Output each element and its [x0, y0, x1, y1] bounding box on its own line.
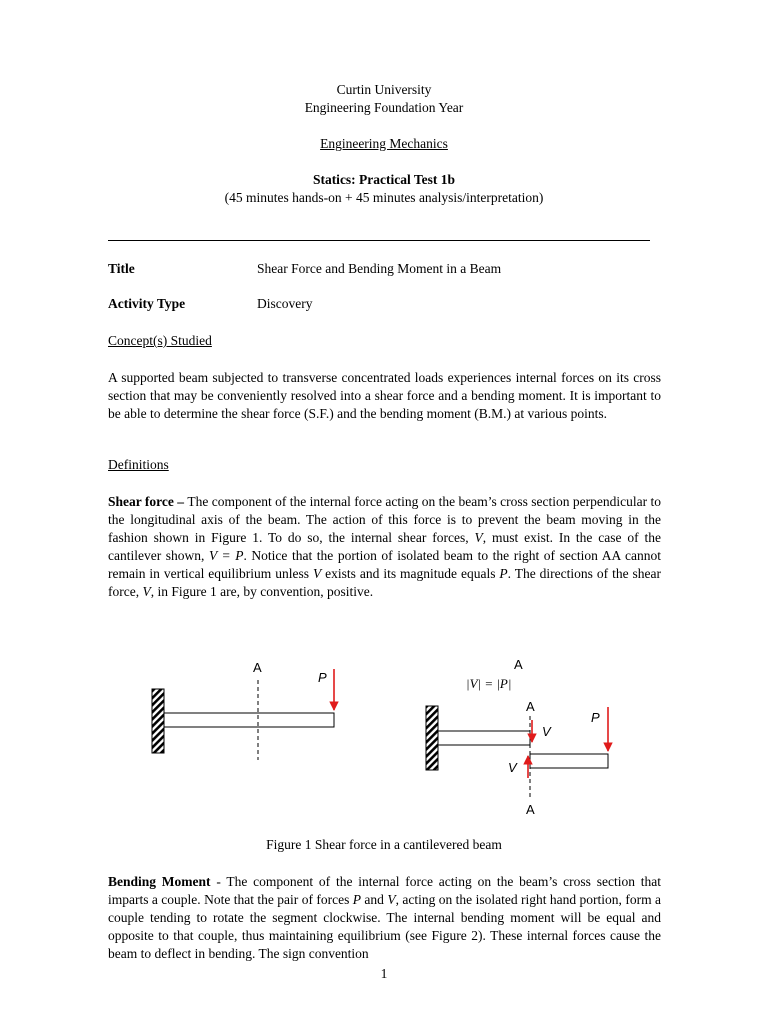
shear-force-paragraph [108, 493, 661, 601]
bending-p: P [352, 892, 361, 907]
bending-text-1: - The component of the internal force acting on the beam’s cross section that imparts a couple. Note that the pair of forces [108, 874, 661, 907]
title-label: Title [108, 261, 135, 276]
shear-text-1: The component of the internal force acting on the beam’s cross section perpendicular to the longitudinal axis of the beam. The action of this force is to prevent the beam moving in the fashion shown in Figure 1. To do so, the internal shear forces, [108, 494, 662, 545]
concepts-heading: Concept(s) Studied [108, 333, 212, 348]
shear-text-5: . The directions of the shear force, [108, 566, 661, 599]
left-load-label-p: P [318, 670, 327, 685]
right-bottom-label-a: A [526, 802, 535, 817]
page-number: 1 [380, 966, 388, 981]
bending-v: V [387, 892, 396, 907]
shear-label-v-bottom: V [508, 760, 517, 775]
shear-dash: – [173, 494, 188, 509]
right-wall-support [426, 706, 438, 770]
subject: Engineering Mechanics [320, 136, 448, 151]
header-divider [108, 240, 650, 241]
right-load-label-p: P [591, 710, 600, 725]
concepts-paragraph: A supported beam subjected to transverse concentrated loads experiences internal forces on its cross section that may be conveniently resolved into a shear force and a bending moment. It is important to be able to determine the shear force (S.F.) and the bending moment (B.M.) at various points. [108, 370, 661, 421]
shear-text-6: , in Figure 1 are, by convention, positive. [150, 584, 374, 599]
program: Engineering Foundation Year [304, 100, 464, 115]
right-mid-label-a: A [526, 699, 535, 714]
right-isolated-segment [530, 754, 608, 768]
shear-p: P [499, 566, 508, 581]
subject-wrap [0, 136, 768, 152]
activity-label: Activity Type [108, 296, 186, 311]
institution: Curtin University [336, 82, 432, 97]
bending-text-3: , acting on the isolated right hand portion, form a couple tending to rotate the segment clockwise. The internal bending moment will be equal and opposite to that couple, thus maintaining equilibrium (see Figure 2). These internal forces cause the beam to deflect in bending. The sign convention [108, 892, 661, 961]
shear-text-3: . Notice that the portion of isolated beam to the right of section AA cannot remain in vertical equilibrium unless [108, 548, 661, 581]
bending-moment-paragraph [108, 873, 661, 963]
figure-1-caption: Figure 1 Shear force in a cantilevered beam [266, 837, 502, 852]
left-beam [164, 713, 334, 727]
shear-label-v-top: V [542, 724, 551, 739]
test-title: Statics: Practical Test 1b [312, 172, 456, 187]
shear-equation: V = P [208, 548, 244, 563]
right-left-segment [438, 731, 530, 745]
bending-term: Bending Moment [108, 874, 211, 889]
shear-text-2: , must exist. In the case of the cantilever shown, [108, 530, 661, 563]
shear-v-3: V [142, 584, 151, 599]
shear-v-1: V [474, 530, 483, 545]
duration: (45 minutes hands-on + 45 minutes analysis/interpretation) [224, 190, 544, 205]
equation-label: |V| = |P| [466, 676, 512, 691]
activity-value: Discovery [257, 296, 313, 311]
shear-force-term: Shear force [108, 494, 174, 509]
left-wall-support [152, 689, 164, 753]
shear-v-2: V [312, 566, 322, 581]
shear-text-4: exists and its magnitude equals [321, 566, 500, 581]
definitions-heading: Definitions [108, 457, 169, 472]
bending-text-2: and [361, 892, 388, 907]
title-value: Shear Force and Bending Moment in a Beam [257, 261, 502, 276]
right-top-label-a: A [514, 657, 523, 672]
left-section-label-a: A [253, 660, 262, 675]
